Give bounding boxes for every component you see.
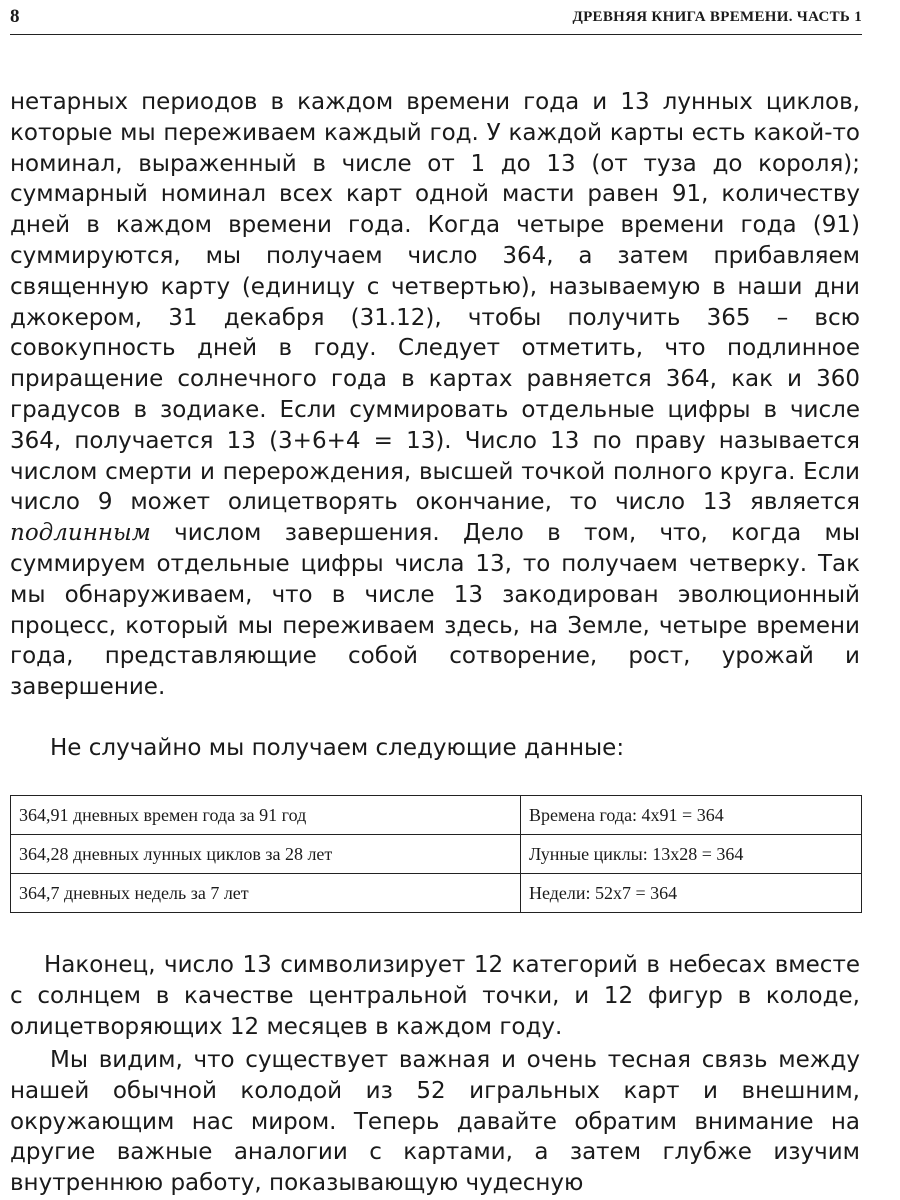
paragraph-1-text-b: числом завершения. Дело в том, что, когда мы суммируем отдельные цифры числа 13, то получаем четверку. Так мы обнаруживаем, что в числе 13 закодирован эволюционный процесс, который мы переживаем здесь, на Земле, четыре времени года, представляющие собой сотворение, рост, урожай и завершение. xyxy=(10,520,860,701)
table-cell: Времена года: 4х91 = 364 xyxy=(521,796,862,835)
paragraph-2: Не случайно мы получаем следующие данные: xyxy=(50,735,625,761)
table-row xyxy=(11,874,862,913)
paragraph-1-text-a: нетарных периодов в каждом времени года и 13 лунных циклов, которые мы переживаем каждый год. У каждой карты есть какой-то номинал, выраженный в числе от 1 до 13 (от туза до короля); суммарный номинал всех карт одной масти равен 91, количеству дней в каждом времени года. Когда четыре времени года (91) суммируются, мы получаем число 364, а затем прибавляем священную карту (единицу с четвертью), называемую в наши дни джокером, 31 декабря (31.12), чтобы получить 365 – всю совокупность дней в году. Следует отметить, что подлинное приращение солнечного года в картах равняется 364, как и 360 градусов в зодиаке. Если суммировать отдельные цифры в числе 364, получается 13 (3+6+4 = 13). Число 13 по праву называется числом смерти и перерождения, высшей точкой полного круга. Если число 9 может олицетворять окончание, то число 13 является xyxy=(10,89,860,516)
table-cell: Лунные циклы: 13х28 = 364 xyxy=(521,835,862,874)
cycles-table xyxy=(10,795,862,913)
table-row xyxy=(11,835,862,874)
running-header xyxy=(10,4,862,35)
paragraph-1 xyxy=(10,87,860,703)
running-title: ДРЕВНЯЯ КНИГА ВРЕМЕНИ. ЧАСТЬ 1 xyxy=(572,9,862,25)
table-row xyxy=(11,796,862,835)
page-number: 8 xyxy=(10,6,20,27)
table-cell: Недели: 52х7 = 364 xyxy=(521,874,862,913)
paragraph-4: Мы видим, что существует важная и очень тесная связь между нашей обычной колодой из 52 игральных карт и внешним, окружающим нас миром. Теперь давайте обратим внимание на другие важные аналогии с картами, а затем глубже изучим внутреннюю работу, показывающую чудесную xyxy=(10,1047,860,1197)
table-cell: 364,28 дневных лунных циклов за 28 лет xyxy=(11,835,521,874)
paragraph-3: Наконец, число 13 символизирует 12 категорий в небесах вместе с солнцем в качестве центральной точки, и 12 фигур в колоде, олицетворяющих 12 месяцев в каждом году. xyxy=(10,952,860,1040)
paragraph-1-emphasis: подлинным xyxy=(10,520,151,547)
table-cell: 364,91 дневных времен года за 91 год xyxy=(11,796,521,835)
table-cell: 364,7 дневных недель за 7 лет xyxy=(11,874,521,913)
